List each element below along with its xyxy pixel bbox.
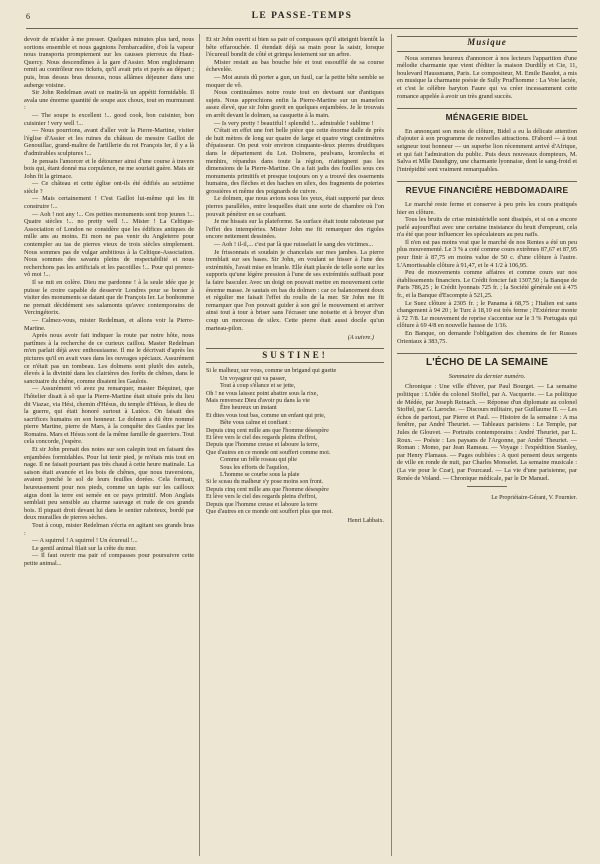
poem-line: Depuis que l'homme creuse et laboure la terre [206,501,318,508]
poem-line: Être heureux un instant [220,405,277,412]
poem-author: Henri Labbaix. [347,518,384,525]
paragraph: Je me hissais sur la plateforme. Sa surface était toute raboteuse par l'effet des intempéries. Mister John me fit remarquer des rigoles encore nettement dessinées. [206,218,384,241]
column-3 [397,36,577,854]
echo-subtitle: Sommaire du dernier numéro. [448,372,526,380]
poem-line: Comme un frêle roseau qui plie [220,457,297,464]
poem-title: SUSTINE! [206,348,384,364]
paragraph: Le dolmen, que nous avions sous les yeux, était supporté par deux pierres parallèles, entre lesquelles était une sorte de chambre où l'on pouvait pénétrer en se courbant. [206,195,384,218]
poem-line: Sous les efforts de l'aquilon, [220,464,289,471]
paragraph: Tout à coup, mister Redelman s'écria en agitant ses grands bras : [24,522,194,537]
paragraph: Le marché reste ferme et conserve à peu près les cours pratiqués hier en clôture. [397,200,577,216]
paragraph: En Banque, on demande l'obligation des chemins de fer Russes Orientaux à 383,75. [397,330,577,345]
column-rule [391,34,392,856]
column-1-text [24,36,194,568]
poem-line: Mais renversez Dieu d'avoir pu dans la vie [206,397,310,404]
paragraph: Je frissonnais et soudain je chancelais sur mes jambes. La pierre tremblait sur ses bases. Sir John, en voulant se hisser à l'une des extrémités, l'avait mise en branle. Elle était placée de telle sorte sur les supports qu'une légère pression à l'une de ses extrémités suffisait pour la faire basculer. Avec un doigt on pouvait mettre en mouvement cette énorme masse. Je sautais en bas du dolmen : car ce balancement doux et régulier me faisait l'effet du roulis de la mer. Sir John me fit remarquer que l'on pouvait guider à son gré le mouvement et arriver ainsi tout à tour à briser sans l'écraser une noisette et à broyer d'un coup un morceau de silex. Cette pierre était aussi docile qu'un marteau-pilon. [206,248,384,332]
section-title-echo: L'ÉCHO DE LA SEMAINE [397,353,577,367]
paragraph: Le gentil animal filait sur la crête du mur. [32,544,137,552]
page-number: 6 [26,12,30,21]
poem-line: Bête vous calme et confiant : [220,420,291,427]
musique-text [397,55,577,101]
poem-line: Tout à coup s'élance et se jette, [220,383,296,390]
paragraph: Sir John Redelman avait ce matin-là un appétit formidable. Il avala une énorme quantité de soupe aux choux, tout en murmurant : [24,89,194,112]
revue-text [397,201,577,345]
poem-line: Depuis que l'homme creuse et laboure la terre, [206,442,320,449]
column-rule [199,34,200,856]
poem-lines [206,368,384,516]
poem-line: Si le malheur, sur vous, comme un brigand qui guette [206,368,337,375]
poem-line: L'homme se courbe sous la plaie [220,472,300,479]
paragraph: — A squirrel ! A squirrel ! Un écureuil !... [32,537,138,545]
column-2 [206,36,384,854]
poem-line: Que d'autres en ce monde ont souffert plus que moi. [206,509,333,516]
paragraph: Et sir John prenait des notes sur son calepin tout en faisant des enjambées formidables. Pour lui tenir pied, je m'étais mis tout en nage. Il ne faisait pourtant pas très chaud à cette heure matinale. La saison était avancée et les bois de chênes, que nous traversions, avaient jonché le sol de leurs feuilles dorées. Cela formait, heureusement pour nos pieds, comme un tapis sur les cailloux aigus dont la terre est semée en ce pays primitif. Mon Anglais semblait peu sensible au charme sauvage et rude de ces grands bois. Il piquait droit devant lui dans le sentier raboteux, bordé par deux murailles de pierres sèches. [24,446,194,522]
paragraph: Il n'en est pas moins vrai que le marché de nos Rentes a été un peu plus mouvementé. Le 3 % a coté comme cours extrêmes 87,67 et 87,95 pour finir à 87,75 en moins value de 50 c. d'une clôture à l'autre. L'Amortissable clôture à 91,47, et le 4 1/2 à 106,95. [397,238,577,269]
paragraph: — Ce château et cette église ont-ils été édifiés au seizième siècle ? [24,180,194,195]
menagerie-text [397,128,577,174]
paragraph: — Il faut ouvrir ma pair of compasses pour poursuivre cette petite animal... [24,552,194,567]
echo-text [397,383,577,482]
publisher-line: Le Propriétaire-Gérant, V. Fournier. [491,495,577,502]
poem-line: Depuis cinq cent mille ans que l'homme désespère [206,486,329,493]
journal-title: LE PASSE-TEMPS [251,11,353,21]
paragraph: — Assurément vô avez pu remarquer, master Béquinet, que l'hôtelier disait à sô que la Pierre-Martine était située près du lieu dit Viazac, via Hési, chemin d'Hésus, du temple d'Hésus, le dieu de la guerre, qui était honoré surtout à Lutèce. On faisait des sacrifices humains en son honneur. Le dolmen a dû être nommé pierre Martine, pierre de Mars, à la conquête des Gaules par les Romains. Mars et Hésus sont de la même famille de guerriers. Tout cela concorde, j'espère. [24,385,194,446]
paragraph: — Nous pourrions, avant d'aller voir la Pierre-Martine, visiter l'église d'Assier et les ruines du château de messire Gaillot de Genouillac, grand-maître de l'artillerie du roi François Ier, il y a là d'admirables sculptures !... [24,127,194,157]
paragraph: Nous continuâmes notre route tout en devisant sur d'antiques sujets. Nous approchions enfin la Pierre-Martine sur un mamelon assez élevé, que sir John gravit en quelques enjambées. Je le trouvais en arrêt devant le dolmen, sa casquette à la main. [206,89,384,119]
poem-line: Si le sceau du malheur s'y pose moins son front. [206,479,324,486]
paragraph: Il se mit en colère. Dieu me pardonne ! à la seule idée que je puisse le croire capable de desservir Londres pour se borner à visiter des monuments se datant que de François Ier. Le bonhomme ne prenait décidément ses salamonts qu'avec contemporains de Vercingétorix. [24,279,194,317]
paragraph: Je pensais l'amorcer et le détourner ainsi d'une course à travers bois qui, étant donné ma corpulence, ne me souriait guère. Mais sir John fit la grimace. [24,157,194,180]
section-title-revue-financiere: REVUE FINANCIÈRE HEBDOMADAIRE [397,181,577,195]
section-title-menagerie: MÉNAGERIE BIDEL [397,108,577,122]
paragraph: — Moi aurais dû porter a gun, un fusil, car la petite bête semble se moquer de vô. [206,73,384,89]
paragraph: Peu de mouvements comme affaires et comme cours sur nos établissements financiers. Le Crédit foncier fait 1307,50 ; la Banque de Paris 786,25 ; le Crédit lyonnais 725 fr. ; la Société générale est à 475 fr., et la Banque d'Escompte à 521,25. [397,269,577,300]
poem-line: Et dites vous tout bas, comme un enfant qui prie, [206,412,326,419]
column-2-text [206,36,384,332]
paragraph: — Aoh ! il-il,... c'est par là que ruisselait le sang des victimes... [214,241,374,249]
paragraph: Chronique : Une ville d'hiver, par Paul Bourget. — La semaine politique : L'idée du colonel Stoffel, par A. Vacquerie. — La politique de Médée, par Joseph Reinach. — Réponse d'un diplomate au colonel Stoffel, par G. Laroche. — Discours militaire, par Guillaume II. — Les échos de partout, par Pierre et Paul. — Histoire de la semaine : A ma fenêtre, par André Theuriet. — Tableaux parisiens : Le Temple, par Jules de Glouvet. — Portraits contemporains : André Theuriet, par L. Roux. — Poésie : Les paysans de l'Argonne, par André Theuriet. — Roman : Momo, par Jean Rameau. — Voyage : l'expédition Stanley, par Henry Flamaus. — Pages oubliées : A quoi pensent deux sergents de ville en ronde de nuit, par Charles Monselet. La semaine musicale : (La vie pour le Czar), par Fourcaud. — La vie d'une parisienne, par Renée de Voland. — Chronique médicale, par le Dr Manuel. [397,383,577,482]
poem-line: Et lève vers le ciel des regards pleins d'effroi, [206,435,317,441]
poem-line: Depuis cinq cent mille ans que l'homme désespère [206,427,329,434]
paragraph: Tous les bruits de crise ministérielle sont dissipés, et si on a encore parlé aujourd'hui avec une certaine insistance du bruit d'emprunt, cela n'a été que pour influencer les spéculateurs au peu naïfs. [397,216,577,239]
page-header [26,10,578,29]
continued-note: (A suivre.) [347,334,374,342]
paragraph: Mister restait au bas bouche bée et tout essoufflé de sa course échevelée. [206,58,384,74]
paragraph: Et sir John ouvrit si bien sa pair of compasses qu'il atteignit bientôt la bête effarouchée. Il étendait déjà sa main pour la saisir, lorsque l'écureuil bondit de côté et grimpa lestement sur un arbre. [206,36,384,59]
paragraph: — Calmez-vous, mister Redelman, et allons voir la Pierre-Martine. [24,316,194,332]
divider [467,486,507,487]
section-title-musique: Musique [397,36,577,52]
paragraph: Le Suez clôture à 2305 fr. ; le Panama à 68,75 ; l'Italien est sans changement à 94 20 ; le Turc à 18,10 est très ferme ; l'Extérieur monte à 72 7/8. Le mouvement de reprise s'accentue sur le 3 % Portugais qui clôture à 69 4/8 en nouvelle hausse de 1/16. [397,299,577,330]
paragraph: — The soupe is excellent !... good cook, bon cuisinier, bon cuisinier ! very well !... [24,111,194,127]
paragraph: devoir de m'aider à me presser. Quelques minutes plus tard, nous sortions ensemble et nous gagnions l'embarcadère, d'où la vapeur nous transporta promptement sur les causses pierreux du Haut-Quercy. Nous descendîmes à la gare d'Assier. Mon englishmann remit au contrôleur nos tickets, qu'il avait pris et payés au départ ; puis, bras dessus bras dessous, nous allâmes déjeuner dans une auberge voisine. [24,36,194,89]
poem [206,348,384,526]
column-1 [24,36,194,854]
poem-line: Et lève vers le ciel des regards pleins d'effroi, [206,494,317,501]
poem-line: Un voyageur qui va passer, [220,375,287,382]
paragraph: — Aoh ! not any !... Ces petites monuments sont trop jeunes !... Quatre siècles !... no pretty well !... Mister ! La Celtique-Association of London ne considère que les édifices antiques de mille ans au moins. Et mon ne pas venir du Angleterre pour contempler au tas de pierres vieux de trois siècles simplement. Nous sommes pas de vulgar ambitious à la Celtique-Association. Nous sommes des savants pleins de respectabilité et nous recherchons pas les artificials et les pacotilles !... Pour qui prenez-vô moi !... [24,210,194,279]
paragraph: En annonçant son mois de clôture, Bidel a eu la délicate attention d'ajouter à son programme de nouvelles attractions. D'abord — à tout seigneur tout honneur — un superbe lion récemment arrivé d'Afrique, et qui fait l'admiration du public. Puis deux nouveaux dompteurs, M. Salva et Mlle Daudigny, une charmante lyonnaise, dont le sang-froid et l'intrépidité sont vraiment remarquables. [397,127,577,173]
paragraph: Après nous avoir fait indiquer la route par notre hôte, nous partîmes à la recherche de ce curieux caillou. Master Redelman m'en parlait déjà avec enthousiasme. Il me le décrivait d'après les pictures qu'il en avait vues dans les ouvrages spéciaux. Assurément ce n'était pas un tombeau. Les dolmens sont plutôt des autels, élevés à la divinité dans les clairières des forêts de chênes, dans le sanctuaire du chêne, comme disaient les Gaulois. [24,332,194,385]
paragraph: — Mais certainement ! C'est Gaillot lui-même qui les fit construire !... [24,195,194,211]
paragraph: — Is very pretty ! beautiful ! splendid !... admirable ! sublime ! [214,119,374,127]
paragraph: C'était en effet une fort belle pièce que cette énorme dalle de près de huit mètres de long sur quatre de large et quatre vingt centimètres d'épaisseur. On peut voir environ cinquante-deux pierres druidiques dans le département du Lot. Dolmens, peulvans, kromlechs et menhirs, répandus dans toute la région, n'atteignent pas les dimensions de la Pierre-Martine. On a fait jadis des fouilles sous ces monuments primitifs et presque toujours on y a trouvé des ossements humains, des flèches et des haches en silex, des fragments de poteries grossières et même des poignards de cuivre. [206,127,384,195]
poem-line: Oh ! ne vous laissez point abattre sous la rixe, [206,390,319,397]
poem-line: Que d'autres en ce monde ont souffert comme moi. [206,449,331,456]
paragraph: Nous sommes heureux d'annoncer à nos lecteurs l'apparition d'une mélodie charmante que vient d'éditer la maison Durdilly et Cie, 11, boulevard Haussmann, Paris. Le compositeur, M. Emile Baudot, a mis en musique la charmante poésie de Sully Prud'homme : La Voie lactée, et c'est le célèbre baryton Faure qui va créer incessamment cette romance appelée à avoir un très grand succès. [397,54,577,100]
